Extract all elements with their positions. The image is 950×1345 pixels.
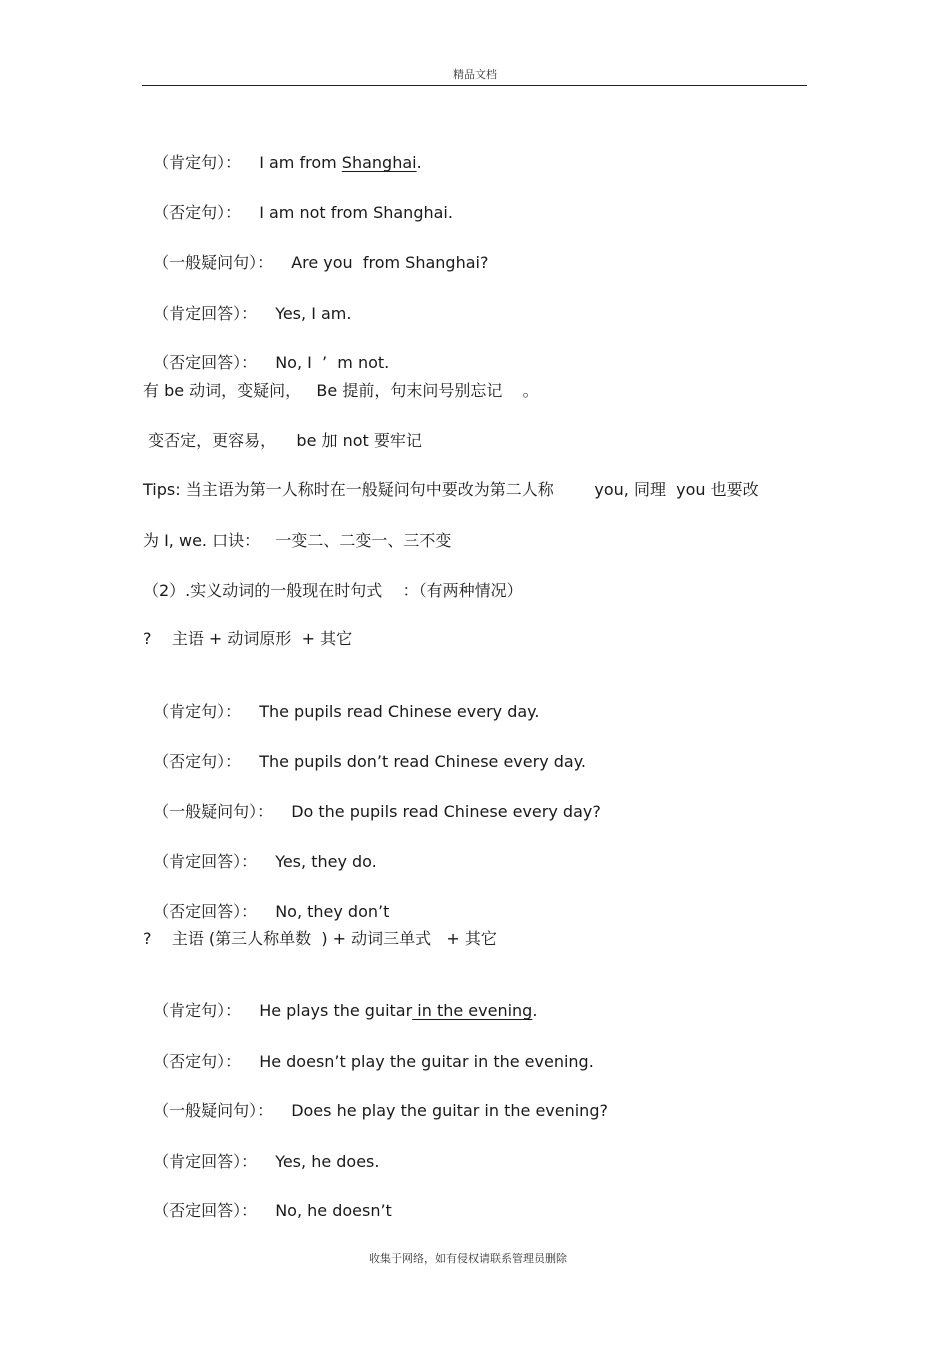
be-yes-line [143,281,351,325]
tips-line-2: 为 I, we. 口诀： 一变二、二变一、三不变 [143,531,452,550]
sentence-label: （一般疑问句）： [153,1101,274,1120]
sentence-text: No, I ’ m not. [275,353,390,372]
case1-negative-line [143,729,586,773]
case2-rule: ? 主语 (第三人称单数 ) + 动词三单式 + 其它 [143,929,497,948]
sentence-label: （肯定句）： [153,1001,242,1020]
sentence-label: （否定句）： [153,752,242,771]
sentence-label: （否定回答）： [153,902,258,921]
tips-line-1: Tips: 当主语为第一人称时在一般疑问句中要改为第二人称 you, 同理 you 也要改 [143,480,759,499]
case2-question-line [143,1078,608,1122]
sentence-label: （否定句）： [153,203,242,222]
be-negative-line [143,180,453,224]
sentence-label: （否定句）： [153,1052,242,1071]
be-positive-line [143,130,422,174]
sentence-text: I am not from Shanghai. [259,203,453,222]
be-question-line [143,230,488,274]
case1-yes-line [143,829,377,873]
be-no-line [143,330,389,374]
sentence-label: （一般疑问句）： [153,802,274,821]
case1-positive-line [143,679,539,723]
section-heading: （2）.实义动词的一般现在时句式 ：（有两种情况） [143,581,523,600]
case1-rule: ? 主语 + 动词原形 + 其它 [143,629,353,648]
sentence-part: I am from [259,153,342,172]
sentence-text [259,1000,537,1022]
sentence-part: He plays the guitar [259,1001,413,1020]
rhyme-line-2: 变否定，更容易， be 加 not 要牢记 [143,431,422,450]
sentence-label: （否定回答）： [153,353,258,372]
case2-positive-line [143,978,537,1022]
sentence-text: Yes, they do. [275,852,377,871]
sentence-label: （肯定回答）： [153,852,258,871]
sentence-text: The pupils don’t read Chinese every day. [259,752,586,771]
sentence-text: No, he doesn’t [275,1201,392,1220]
sentence-text: Yes, I am. [275,304,352,323]
header-divider [142,85,807,86]
case2-no-line [143,1178,392,1222]
sentence-part: . [532,1001,538,1020]
sentence-label: （肯定句）： [153,153,242,172]
case2-negative-line [143,1029,594,1073]
case1-question-line [143,779,601,823]
sentence-text [259,152,422,174]
sentence-label: （否定回答）： [153,1201,258,1220]
sentence-part: . [416,153,422,172]
header-title: 精品文档 [453,68,497,81]
sentence-label: （肯定回答）： [153,1152,258,1171]
sentence-label: （一般疑问句）： [153,253,274,272]
sentence-text: Do the pupils read Chinese every day? [291,802,601,821]
sentence-text: The pupils read Chinese every day. [259,702,540,721]
sentence-text: He doesn’t play the guitar in the evening. [259,1052,594,1071]
underlined-phrase: in the evening [412,1001,533,1020]
rhyme-line-1: 有 be 动词，变疑问， Be 提前，句末问号别忘记 。 [143,381,539,400]
case2-yes-line [143,1129,379,1173]
sentence-label: （肯定回答）： [153,304,258,323]
sentence-text: No, they don’t [275,902,390,921]
sentence-text: Does he play the guitar in the evening? [291,1101,608,1120]
sentence-text: Yes, he does. [275,1152,380,1171]
sentence-label: （肯定句）： [153,702,242,721]
page-footer: 收集于网络，如有侵权请联系管理员删除 [369,1252,567,1265]
underlined-phrase: Shanghai [341,153,417,172]
case1-no-line [143,879,389,923]
sentence-text: Are you from Shanghai? [291,253,489,272]
